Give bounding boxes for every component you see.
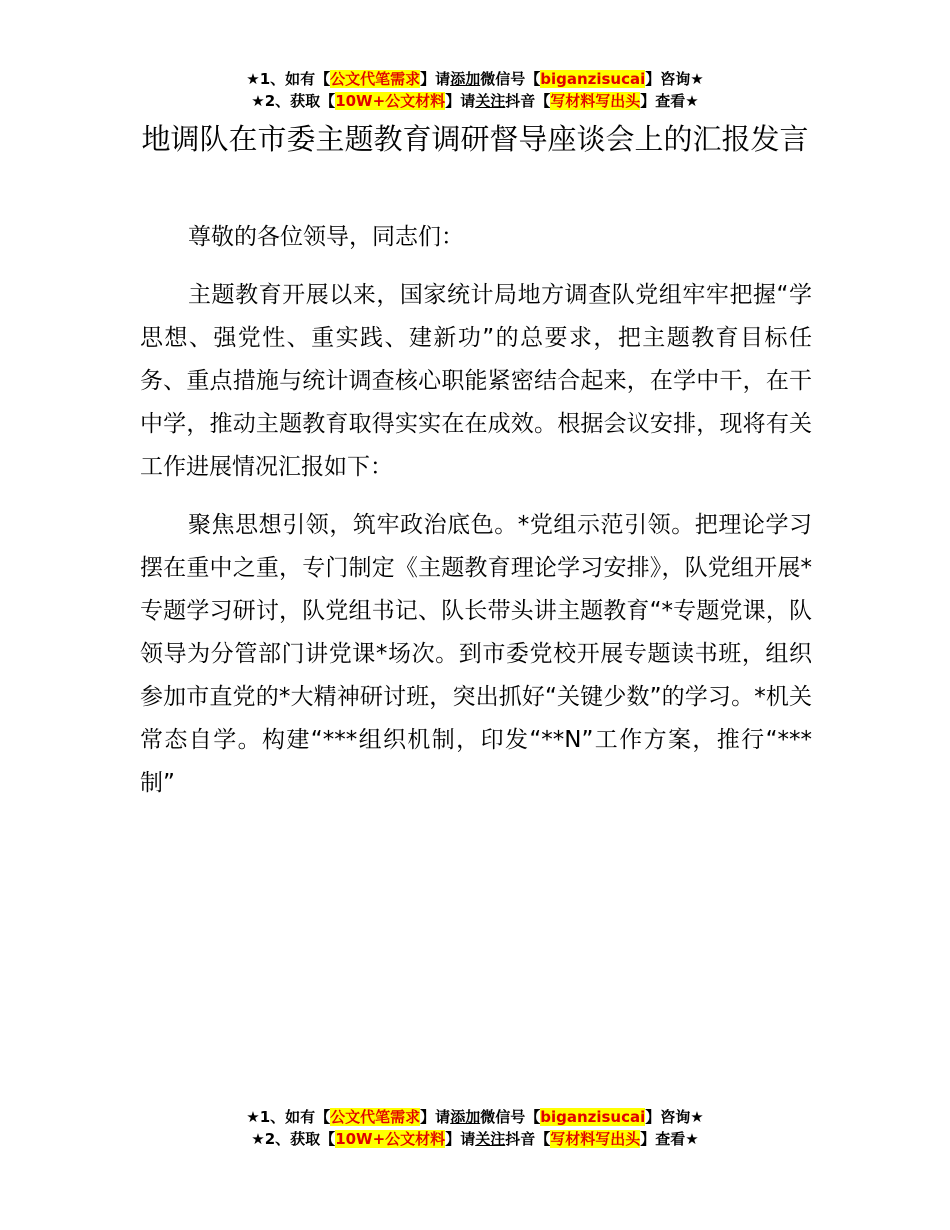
banner-text: 抖音【 xyxy=(505,92,551,110)
highlight-materials: 10W+公文材料 xyxy=(335,1130,446,1148)
body-paragraph: 聚焦思想引领，筑牢政治底色。*党组示范引领。把理论学习摆在重中之重，专门制定《主题教育理论学习安排》，队党组开展*专题学习研讨，队党组书记、队长带头讲主题教育“*专题党课，队领导为分管部门讲党课*场次。到市委党校开展专题读书班，组织参加市直党的*大精神研讨班，突出抓好“关键少数”的学习。*机关常态自学。构建“***组织机制，印发“**N”工作方案，推行“***制” xyxy=(140,512,812,796)
salutation-paragraph: 尊敬的各位领导，同志们： xyxy=(188,224,464,250)
banner-text: ★1、如有【 xyxy=(246,70,331,88)
header-banner xyxy=(0,68,950,112)
highlight-ghostwriting: 公文代笔需求 xyxy=(330,1108,421,1126)
banner-text: 】请 xyxy=(445,92,476,110)
highlight-ghostwriting: 公文代笔需求 xyxy=(330,70,421,88)
highlight-douyin-id: 写材料写出头 xyxy=(550,92,641,110)
banner-line-2 xyxy=(0,1128,950,1150)
banner-text: 】查看★ xyxy=(640,1130,699,1148)
banner-text: 】请 xyxy=(420,1108,451,1126)
banner-text: 】咨询★ xyxy=(645,70,704,88)
highlight-wechat-id: biganzisucai xyxy=(540,1108,646,1126)
banner-text: 微信号【 xyxy=(480,70,541,88)
underlined-follow: 关注 xyxy=(475,92,506,110)
banner-text: 】查看★ xyxy=(640,92,699,110)
banner-line-1 xyxy=(0,68,950,90)
highlight-materials: 10W+公文材料 xyxy=(335,92,446,110)
banner-text: ★1、如有【 xyxy=(246,1108,331,1126)
banner-line-2 xyxy=(0,90,950,112)
underlined-follow: 关注 xyxy=(475,1130,506,1148)
underlined-add: 添加 xyxy=(450,1108,481,1126)
underlined-add: 添加 xyxy=(450,70,481,88)
banner-text: 】请 xyxy=(445,1130,476,1148)
banner-text: ★2、获取【 xyxy=(251,92,336,110)
highlight-douyin-id: 写材料写出头 xyxy=(550,1130,641,1148)
banner-text: 抖音【 xyxy=(505,1130,551,1148)
intro-paragraph: 主题教育开展以来，国家统计局地方调查队党组牢牢把握“学思想、强党性、重实践、建新功”的总要求，把主题教育目标任务、重点措施与统计调查核心职能紧密结合起来，在学中干，在干中学，推动主题教育取得实实在在成效。根据会议安排，现将有关工作进展情况汇报如下： xyxy=(140,282,812,480)
banner-text: 】咨询★ xyxy=(645,1108,704,1126)
banner-text: 】请 xyxy=(420,70,451,88)
footer-banner xyxy=(0,1106,950,1150)
banner-text: ★2、获取【 xyxy=(251,1130,336,1148)
banner-line-1 xyxy=(0,1106,950,1128)
highlight-wechat-id: biganzisucai xyxy=(540,70,646,88)
banner-text: 微信号【 xyxy=(480,1108,541,1126)
document-title: 地调队在市委主题教育调研督导座谈会上的汇报发言 xyxy=(141,122,809,156)
document-body xyxy=(140,216,812,820)
